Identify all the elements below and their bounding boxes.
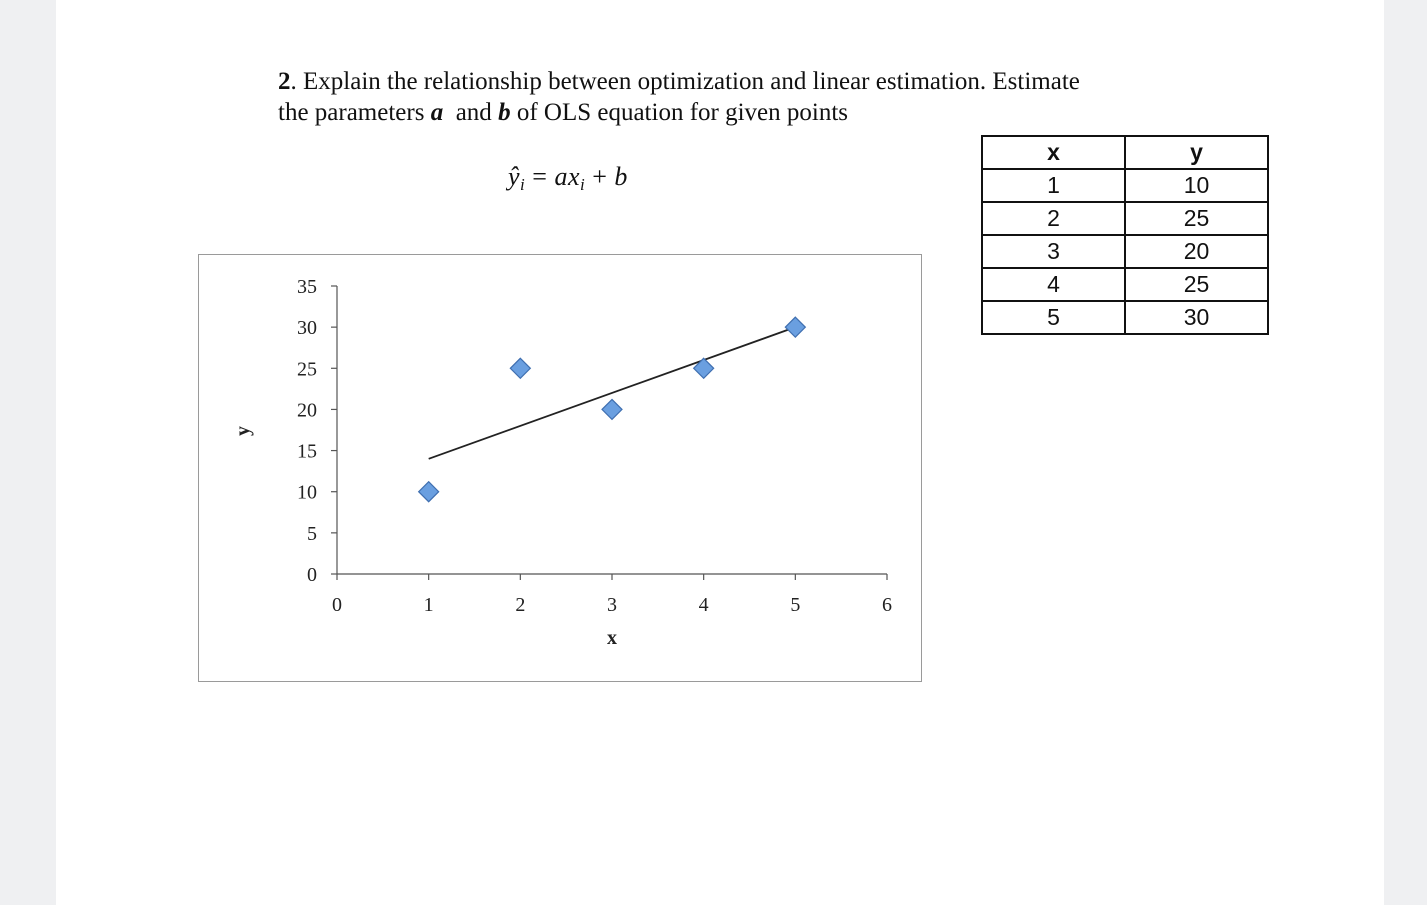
table-row xyxy=(982,169,1268,202)
question-line1: . Explain the relationship between optimization and linear estimation. Estimate xyxy=(290,68,1080,95)
x-tick-label: 2 xyxy=(515,594,526,616)
question-line2-end: of OLS equation for given points xyxy=(510,99,849,126)
ols-equation xyxy=(508,162,628,195)
y-tick-label: 30 xyxy=(297,317,317,340)
y-tick-label: 35 xyxy=(297,276,317,298)
question-line2-mid: and xyxy=(443,99,499,126)
equation-lhs-sub: i xyxy=(520,175,526,194)
equation-equals: = xyxy=(525,162,555,191)
y-tick-label: 25 xyxy=(297,358,317,381)
chart-frame xyxy=(198,254,922,682)
table-row xyxy=(982,202,1268,235)
x-tick-label: 5 xyxy=(790,594,801,616)
scatter-chart xyxy=(199,255,921,681)
table-cell-x: 3 xyxy=(982,235,1125,268)
trend-line xyxy=(429,327,796,459)
x-tick-label: 4 xyxy=(698,594,709,616)
data-point xyxy=(510,358,530,378)
question-number: 2 xyxy=(278,68,291,95)
equation-ax-sub: i xyxy=(580,175,586,194)
data-point xyxy=(602,399,622,419)
table-header-row xyxy=(982,136,1268,169)
x-axis-label: x xyxy=(607,627,617,649)
equation-lhs: ŷ xyxy=(508,162,521,191)
question-text xyxy=(278,66,1238,128)
equation-plus: + xyxy=(585,162,615,191)
y-tick-label: 0 xyxy=(307,564,317,586)
table-cell-y: 30 xyxy=(1125,301,1268,334)
x-tick-label: 0 xyxy=(332,594,342,616)
table-row xyxy=(982,268,1268,301)
x-tick-label: 3 xyxy=(607,594,617,616)
x-tick-label: 1 xyxy=(423,594,434,616)
table-cell-x: 5 xyxy=(982,301,1125,334)
equation-ax: ax xyxy=(554,162,580,191)
y-tick-label: 20 xyxy=(297,399,317,422)
y-axis-label: y xyxy=(232,426,254,436)
table-header-y: y xyxy=(1125,136,1268,169)
table-header-x: x xyxy=(982,136,1125,169)
data-table xyxy=(981,135,1269,335)
table-cell-x: 2 xyxy=(982,202,1125,235)
data-point xyxy=(419,482,439,502)
y-tick-label: 10 xyxy=(297,481,317,504)
data-point xyxy=(785,317,805,337)
table-cell-y: 20 xyxy=(1125,235,1268,268)
data-point xyxy=(694,358,714,378)
equation-b: b xyxy=(614,162,628,191)
y-tick-label: 15 xyxy=(297,440,317,463)
y-tick-label: 5 xyxy=(307,522,317,545)
table-cell-x: 4 xyxy=(982,268,1125,301)
table-row xyxy=(982,235,1268,268)
param-a: a xyxy=(430,99,444,126)
table-cell-x: 1 xyxy=(982,169,1125,202)
param-b: b xyxy=(498,99,511,126)
table-cell-y: 25 xyxy=(1125,202,1268,235)
table-cell-y: 10 xyxy=(1125,169,1268,202)
question-line2-start: the parameters xyxy=(278,99,431,126)
table-cell-y: 25 xyxy=(1125,268,1268,301)
table-row xyxy=(982,301,1268,334)
x-tick-label: 6 xyxy=(882,594,892,616)
